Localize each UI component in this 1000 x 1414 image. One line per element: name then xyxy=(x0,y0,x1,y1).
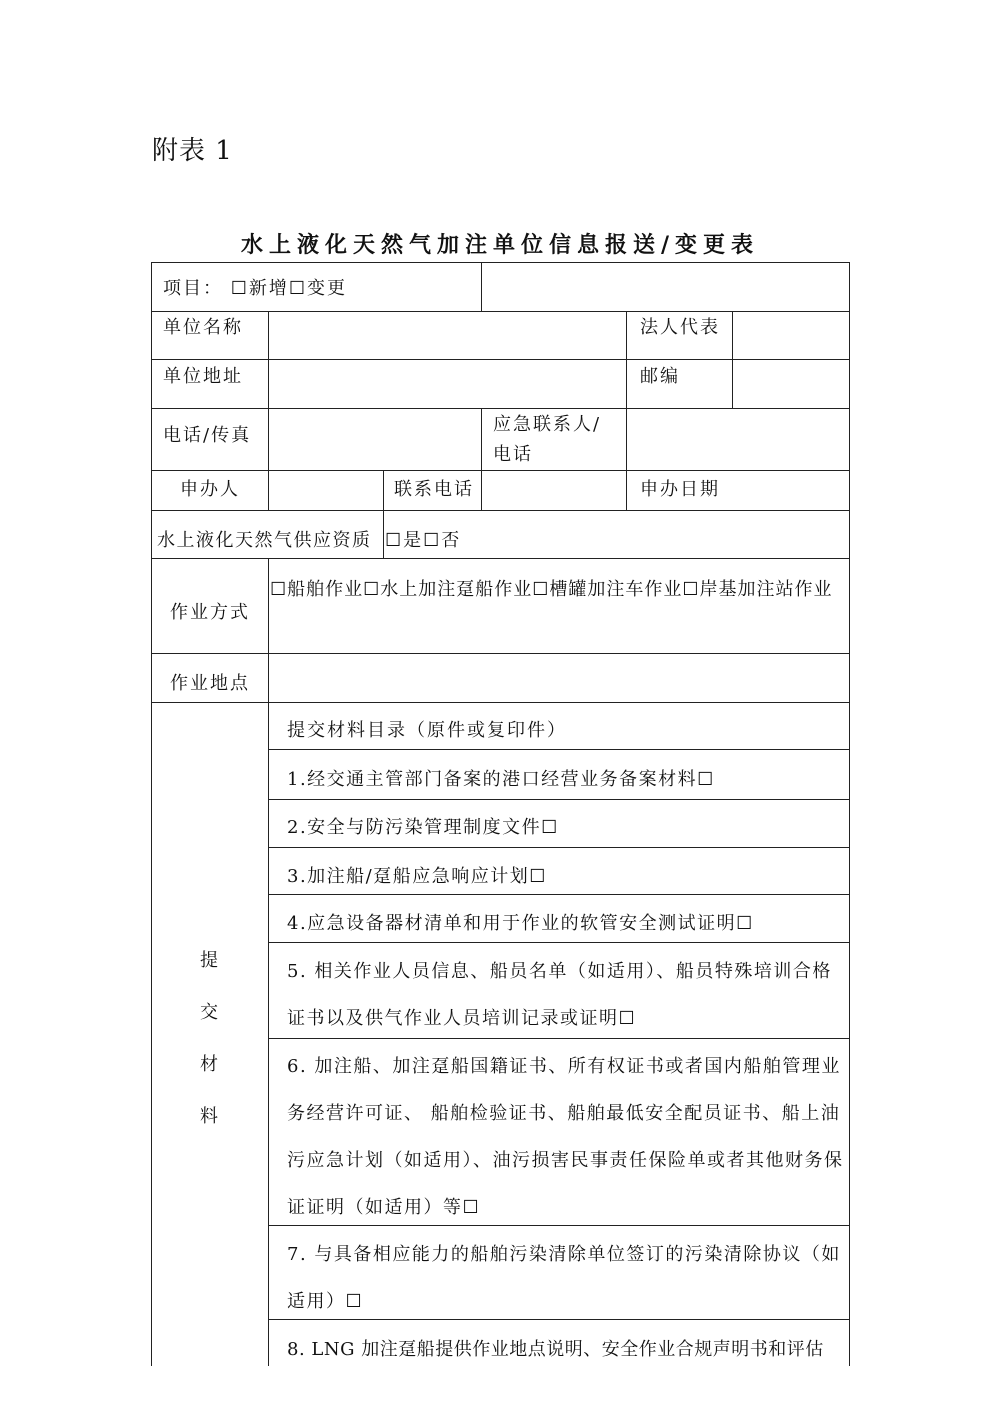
attachment-label: 附表 1 xyxy=(152,136,233,166)
material-item-1[interactable]: 1.经交通主管部门备案的港口经营业务备案材料☐ xyxy=(287,769,715,790)
unit-address-label: 单位地址 xyxy=(163,366,243,387)
side-char-3: 材 xyxy=(200,1054,220,1075)
applicant-field[interactable] xyxy=(272,474,380,507)
apply-date-field[interactable] xyxy=(736,474,846,507)
checkbox-new[interactable]: ☐ xyxy=(230,278,249,299)
emergency-contact-line2: 电话 xyxy=(493,444,533,465)
option-new-label: 新增 xyxy=(248,278,289,299)
operation-location-field[interactable] xyxy=(272,657,846,699)
materials-side-label xyxy=(152,935,268,1143)
postcode-label: 邮编 xyxy=(640,366,680,387)
phone-fax-label: 电话/传真 xyxy=(163,425,252,446)
option-yes-label: 是 xyxy=(403,530,424,551)
project-value-field[interactable] xyxy=(485,274,845,304)
emergency-contact-field[interactable] xyxy=(630,411,846,467)
operation-mode-options[interactable]: ☐船舶作业☐水上加注趸船作业☐槽罐加注车作业☐岸基加注站作业 xyxy=(270,579,833,600)
unit-address-field[interactable] xyxy=(272,362,622,404)
material-item-5[interactable]: 5. 相关作业人员信息、船员名单（如适用）、船员特殊培训合格证书以及供气作业人员培训记录或证明☐ xyxy=(287,961,832,1029)
checkbox-change[interactable]: ☐ xyxy=(288,278,308,299)
qualification-options xyxy=(385,526,461,556)
material-item-6[interactable]: 6. 加注船、加注趸船国籍证书、所有权证书或者国内船舶管理业务经营许可证、 船舶检验证书、船舶最低安全配员证书、船上油污应急计划（如适用）、油污损害民事责任保险单或者其他财务保证证明（如适用）等☐ xyxy=(287,1056,844,1218)
material-item-4[interactable]: 4.应急设备器材清单和用于作业的软管安全测试证明☐ xyxy=(287,913,754,934)
legal-rep-label: 法人代表 xyxy=(640,317,720,338)
contact-phone-label: 联系电话 xyxy=(394,479,474,500)
side-char-1: 提 xyxy=(200,950,220,971)
side-char-4: 料 xyxy=(200,1106,220,1127)
material-item-7[interactable]: 7. 与具备相应能力的船舶污染清除单位签订的污染清除协议（如适用）☐ xyxy=(287,1244,841,1312)
legal-rep-field[interactable] xyxy=(736,314,846,356)
option-no-label: 否 xyxy=(441,530,462,551)
project-label: 项目： xyxy=(163,278,223,299)
applicant-label: 申办人 xyxy=(180,479,240,500)
option-change-label: 变更 xyxy=(307,278,348,299)
operation-mode-label: 作业方式 xyxy=(170,602,250,623)
checkbox-yes[interactable]: ☐ xyxy=(385,530,404,551)
phone-fax-field[interactable] xyxy=(272,411,477,467)
apply-date-label: 申办日期 xyxy=(640,479,720,500)
postcode-field[interactable] xyxy=(736,362,846,404)
operation-location-label: 作业地点 xyxy=(170,673,250,694)
emergency-contact-line1: 应急联系人/ xyxy=(493,414,602,435)
contact-phone-field[interactable] xyxy=(485,474,622,507)
side-char-2: 交 xyxy=(200,1002,220,1023)
unit-name-field[interactable] xyxy=(272,314,622,356)
material-item-3[interactable]: 3.加注船/趸船应急响应计划☐ xyxy=(287,866,547,887)
materials-header: 提交材料目录（原件或复印件） xyxy=(287,720,567,741)
material-item-8[interactable]: 8. LNG 加注趸船提供作业地点说明、安全作业合规声明书和评估 xyxy=(287,1339,824,1360)
material-item-2[interactable]: 2.安全与防污染管理制度文件☐ xyxy=(287,817,559,838)
form-title: 水上液化天然气加注单位信息报送/变更表 xyxy=(240,232,760,258)
emergency-contact-label xyxy=(493,410,601,470)
project-row xyxy=(163,274,347,304)
qualification-label: 水上液化天然气供应资质 xyxy=(157,530,372,551)
unit-name-label: 单位名称 xyxy=(163,317,243,338)
checkbox-no[interactable]: ☐ xyxy=(423,530,442,551)
